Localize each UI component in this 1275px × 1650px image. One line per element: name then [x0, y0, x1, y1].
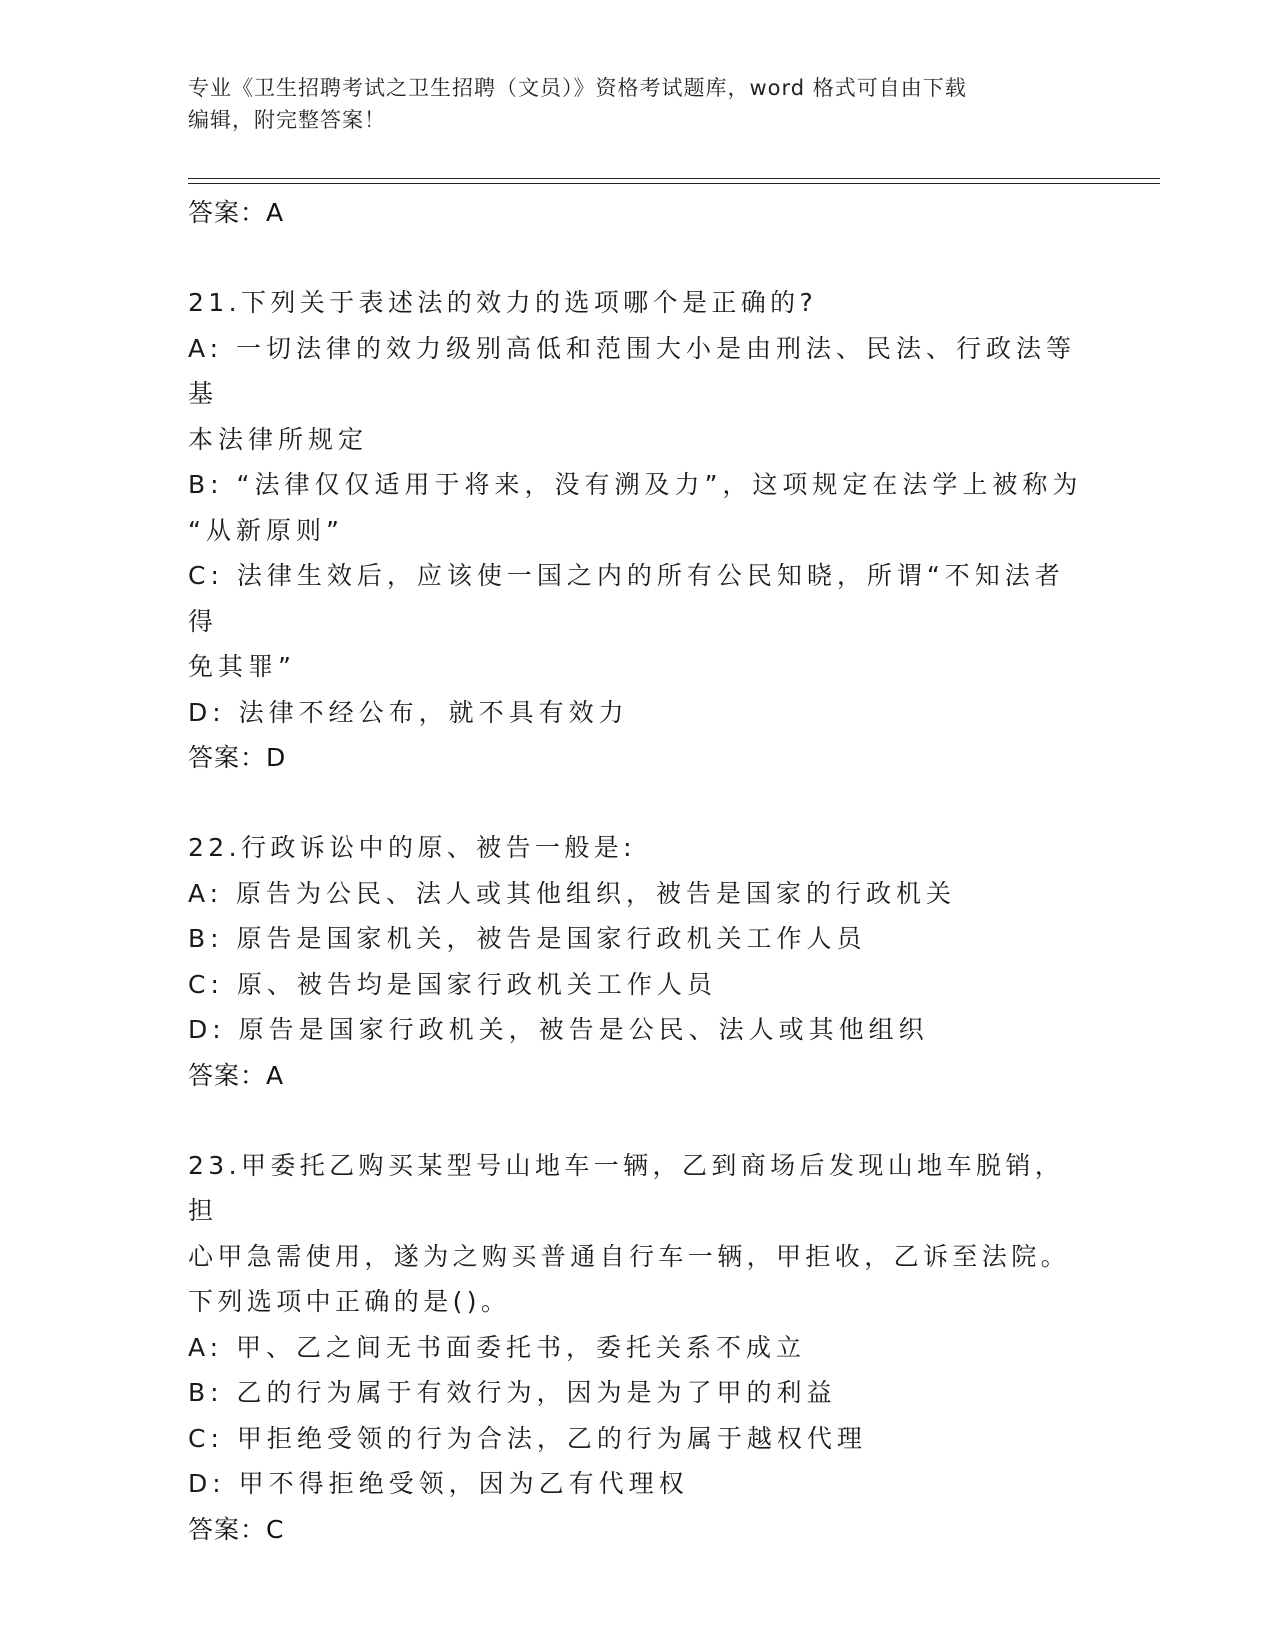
question-stem-continued: 心甲急需使用，遂为之购买普通自行车一辆，甲拒收，乙诉至法院。 [188, 1241, 1071, 1271]
option-b: B: 乙的行为属于有效行为，因为是为了甲的利益 [188, 1378, 837, 1407]
question-stem-continued: 下列选项中正确的是()。 [188, 1287, 511, 1316]
answer-line: 答案：D [188, 743, 287, 772]
option-b-continued: “从新原则” [188, 515, 344, 545]
option-c: C: 法律生效后，应该使一国之内的所有公民知晓，所谓“不知法者得 [188, 561, 1065, 636]
option-c: C: 原、被告均是国家行政机关工作人员 [188, 969, 717, 999]
option-d: D: 法律不经公布，就不具有效力 [188, 697, 629, 727]
option-a: A: 甲、乙之间无书面委托书，委托关系不成立 [188, 1332, 807, 1362]
question-item [188, 280, 1088, 781]
option-a-continued: 本法律所规定 [188, 424, 369, 454]
header-divider-top [188, 178, 1160, 179]
header-divider-bottom [188, 183, 1160, 184]
option-d: D: 甲不得拒绝受领，因为乙有代理权 [188, 1469, 689, 1498]
option-b: B: “法律仅仅适用于将来，没有溯及力”，这项规定在法学上被称为 [188, 470, 1083, 499]
option-c: C: 甲拒绝受领的行为合法，乙的行为属于越权代理 [188, 1423, 867, 1453]
question-stem: 22.行政诉讼中的原、被告一般是: [188, 833, 636, 862]
question-stem: 23.甲委托乙购买某型号山地车一辆，乙到商场后发现山地车脱销，担 [188, 1150, 1065, 1225]
header-line-2: 编辑，附完整答案！ [188, 108, 386, 132]
question-stem: 21.下列关于表述法的效力的选项哪个是正确的? [188, 288, 818, 317]
document-header [188, 72, 1088, 136]
answer-line: 答案：A [188, 198, 285, 227]
option-b: B: 原告是国家机关，被告是国家行政机关工作人员 [188, 924, 867, 953]
answer-line: 答案：C [188, 1514, 285, 1544]
option-a: A: 原告为公民、法人或其他组织，被告是国家的行政机关 [188, 878, 957, 908]
option-a: A: 一切法律的效力级别高低和范围大小是由刑法、民法、行政法等基 [188, 333, 1077, 408]
option-d: D: 原告是国家行政机关，被告是公民、法人或其他组织 [188, 1015, 929, 1044]
question-item [188, 1143, 1088, 1553]
answer-line: 答案：A [188, 1060, 285, 1090]
option-c-continued: 免其罪” [188, 652, 296, 681]
question-item [188, 825, 1088, 1099]
question-content [188, 190, 1088, 1553]
header-line-1: 专业《卫生招聘考试之卫生招聘（文员）》资格考试题库，word 格式可自由下载 [188, 76, 967, 100]
